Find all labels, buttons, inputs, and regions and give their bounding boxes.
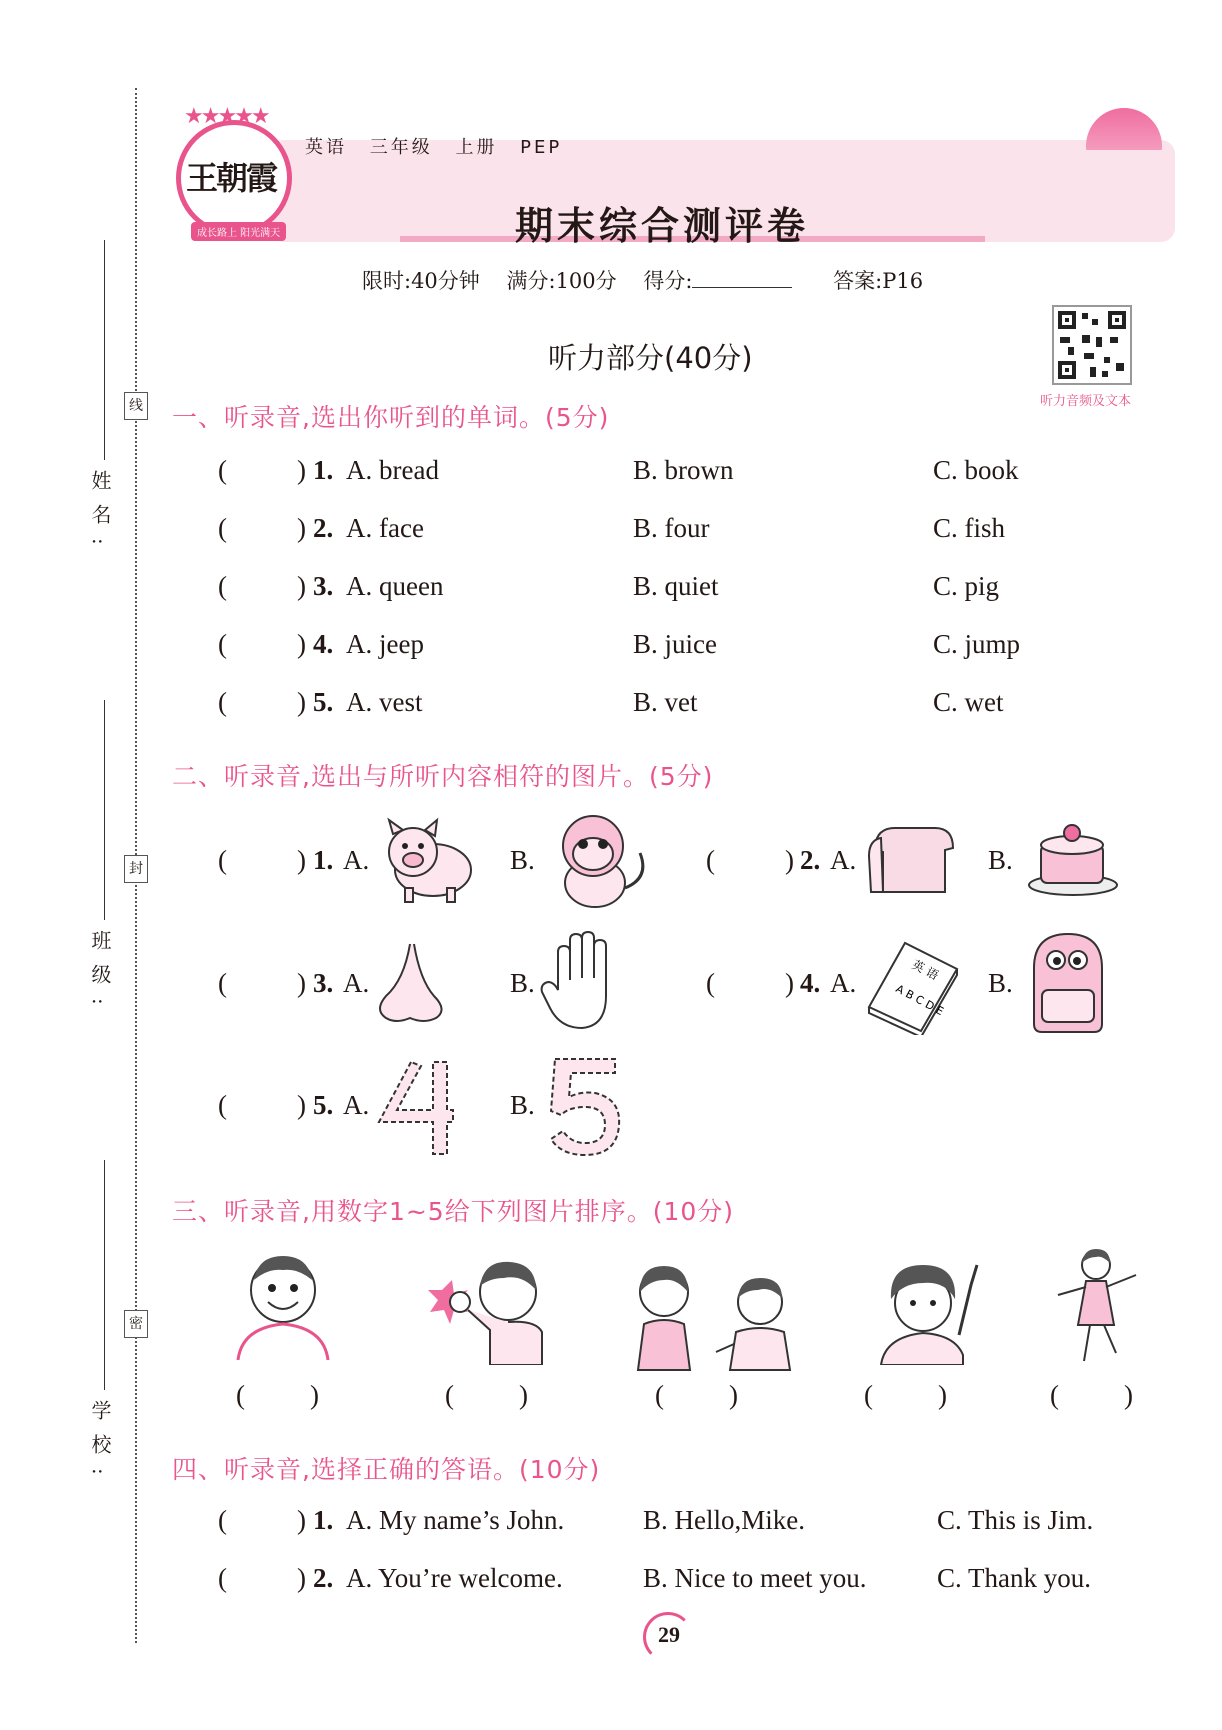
binding-mark-tear: 密 bbox=[124, 1310, 148, 1338]
option-b: B. four bbox=[633, 513, 710, 543]
full-score: 满分:100分 bbox=[506, 269, 617, 293]
page-number: 29 bbox=[658, 1622, 680, 1647]
time-limit: 限时:40分钟 bbox=[362, 269, 480, 293]
option-b: B. juice bbox=[633, 629, 717, 659]
order-paren-close-2: ) bbox=[519, 1380, 528, 1410]
question-number: 2. bbox=[800, 845, 821, 875]
option-b-label: B. bbox=[510, 1090, 535, 1120]
option-c: C. fish bbox=[933, 513, 1006, 543]
option-a: A. bread bbox=[346, 455, 439, 485]
option-a-label: A. bbox=[830, 845, 857, 875]
boy-smiling-picture[interactable] bbox=[228, 1250, 338, 1360]
option-a: A. jeep bbox=[346, 629, 424, 659]
qr-caption: 听力音频及文本 bbox=[1040, 394, 1132, 409]
answer-paren-close: ) bbox=[297, 1505, 306, 1535]
question-number: 3. bbox=[313, 968, 334, 998]
order-paren-close-1: ) bbox=[310, 1380, 319, 1410]
question-number: 1. bbox=[313, 455, 334, 485]
answer-paren[interactable]: ( bbox=[218, 455, 227, 485]
bread-icon[interactable] bbox=[865, 820, 960, 900]
answer-paren-close: ) bbox=[297, 455, 306, 485]
option-b: B. vet bbox=[633, 687, 698, 717]
brand-name: 王朝霞 bbox=[186, 159, 277, 197]
qr-code-icon[interactable] bbox=[1052, 305, 1132, 385]
option-c: C. pig bbox=[933, 571, 1000, 601]
binding-mark-line: 线 bbox=[124, 392, 148, 420]
option-c: C. Thank you. bbox=[937, 1563, 1091, 1593]
hand-icon[interactable] bbox=[540, 930, 625, 1035]
option-c: C. wet bbox=[933, 687, 1004, 717]
number-four-icon[interactable] bbox=[375, 1058, 455, 1158]
order-paren-close-3: ) bbox=[729, 1380, 738, 1410]
option-a-label: A. bbox=[343, 968, 370, 998]
sunset-mask bbox=[1080, 150, 1170, 190]
girl-dancing-picture[interactable] bbox=[1050, 1245, 1145, 1370]
question-number: 5. bbox=[313, 687, 334, 717]
girl-and-boy-greeting-picture[interactable] bbox=[630, 1262, 810, 1372]
option-a: A. face bbox=[346, 513, 424, 543]
option-c: C. jump bbox=[933, 629, 1021, 659]
book-title: 英 语 bbox=[909, 957, 941, 983]
answer-paren-close: ) bbox=[297, 571, 306, 601]
part-title: 听力部分(40分) bbox=[548, 341, 753, 375]
option-a: A. You’re welcome. bbox=[346, 1563, 563, 1593]
question-number: 4. bbox=[313, 629, 334, 659]
exam-meta bbox=[362, 265, 923, 295]
question-number: 3. bbox=[313, 571, 334, 601]
option-b-label: B. bbox=[988, 968, 1013, 998]
boy-punching-picture[interactable] bbox=[412, 1250, 552, 1365]
option-a: A. queen bbox=[346, 571, 444, 601]
answer-ref: 答案:P16 bbox=[833, 269, 924, 293]
question-number: 5. bbox=[313, 1090, 334, 1120]
answer-paren-close: ) bbox=[785, 845, 794, 875]
answer-paren[interactable]: ( bbox=[218, 968, 227, 998]
answer-paren-close: ) bbox=[297, 1090, 306, 1120]
option-c: C. This is Jim. bbox=[937, 1505, 1094, 1535]
answer-paren[interactable]: ( bbox=[218, 1563, 227, 1593]
answer-paren[interactable]: ( bbox=[218, 1090, 227, 1120]
order-paren-close-4: ) bbox=[938, 1380, 947, 1410]
class-blank[interactable] bbox=[104, 700, 105, 920]
class-label: 班级: bbox=[88, 930, 112, 1019]
score-blank[interactable] bbox=[692, 287, 792, 288]
option-b: B. Nice to meet you. bbox=[643, 1563, 867, 1593]
pig-icon[interactable] bbox=[375, 812, 480, 907]
question-number: 4. bbox=[800, 968, 821, 998]
answer-paren-close: ) bbox=[297, 513, 306, 543]
question-number: 2. bbox=[313, 1563, 334, 1593]
bag-icon[interactable] bbox=[1022, 928, 1114, 1038]
answer-paren[interactable]: ( bbox=[218, 629, 227, 659]
book-icon[interactable] bbox=[865, 935, 960, 1035]
option-a-label: A. bbox=[343, 1090, 370, 1120]
nose-icon[interactable] bbox=[372, 940, 452, 1025]
name-blank[interactable] bbox=[104, 240, 105, 460]
option-a-label: A. bbox=[343, 845, 370, 875]
answer-paren[interactable]: ( bbox=[706, 845, 715, 875]
score-label: 得分: bbox=[643, 269, 693, 293]
order-paren-close-5: ) bbox=[1124, 1380, 1133, 1410]
school-blank[interactable] bbox=[104, 1160, 105, 1390]
order-paren-4[interactable]: ( bbox=[864, 1380, 873, 1410]
name-label: 姓名: bbox=[88, 470, 112, 559]
question-number: 2. bbox=[313, 513, 334, 543]
answer-paren[interactable]: ( bbox=[218, 571, 227, 601]
answer-paren-close: ) bbox=[297, 687, 306, 717]
order-paren-3[interactable]: ( bbox=[655, 1380, 664, 1410]
option-a: A. My name’s John. bbox=[346, 1505, 565, 1535]
option-a-label: A. bbox=[830, 968, 857, 998]
order-paren-2[interactable]: ( bbox=[445, 1380, 454, 1410]
answer-paren[interactable]: ( bbox=[218, 687, 227, 717]
answer-paren-close: ) bbox=[297, 845, 306, 875]
answer-paren-close: ) bbox=[297, 629, 306, 659]
option-b: B. brown bbox=[633, 455, 734, 485]
option-a: A. vest bbox=[346, 687, 423, 717]
brand-banner: 成长路上 阳光满天 bbox=[191, 222, 286, 241]
girl-pointing-picture[interactable] bbox=[875, 1255, 985, 1365]
order-paren-1[interactable]: ( bbox=[236, 1380, 245, 1410]
logo-stars-icon: ★★★★★ bbox=[184, 104, 268, 129]
answer-paren[interactable]: ( bbox=[706, 968, 715, 998]
exam-title: 期末综合测评卷 bbox=[515, 204, 810, 248]
option-b-label: B. bbox=[510, 845, 535, 875]
order-paren-5[interactable]: ( bbox=[1050, 1380, 1059, 1410]
section4-title: 四、听录音,选择正确的答语。(10分) bbox=[172, 1455, 601, 1484]
option-b-label: B. bbox=[510, 968, 535, 998]
answer-paren-close: ) bbox=[297, 968, 306, 998]
answer-paren-close: ) bbox=[785, 968, 794, 998]
school-label: 学校: bbox=[88, 1400, 112, 1489]
answer-paren-close: ) bbox=[297, 1563, 306, 1593]
option-c: C. book bbox=[933, 455, 1019, 485]
section1-title: 一、听录音,选出你听到的单词。(5分) bbox=[172, 403, 610, 432]
answer-paren[interactable]: ( bbox=[218, 513, 227, 543]
section2-title: 二、听录音,选出与所听内容相符的图片。(5分) bbox=[172, 762, 714, 791]
answer-paren[interactable]: ( bbox=[218, 1505, 227, 1535]
option-b-label: B. bbox=[988, 845, 1013, 875]
question-number: 1. bbox=[313, 845, 334, 875]
cake-icon[interactable] bbox=[1025, 815, 1120, 900]
option-b: B. quiet bbox=[633, 571, 719, 601]
question-number: 1. bbox=[313, 1505, 334, 1535]
answer-paren[interactable]: ( bbox=[218, 845, 227, 875]
monkey-icon[interactable] bbox=[545, 808, 655, 913]
binding-mark-seal: 封 bbox=[124, 855, 148, 883]
option-b: B. Hello,Mike. bbox=[643, 1505, 805, 1535]
subject-line: 英语 三年级 上册 PEP bbox=[305, 137, 563, 158]
book-letters: A B C D E bbox=[893, 982, 946, 1019]
section3-title: 三、听录音,用数字1~5给下列图片排序。(10分) bbox=[172, 1197, 735, 1226]
number-five-icon[interactable] bbox=[545, 1055, 625, 1160]
